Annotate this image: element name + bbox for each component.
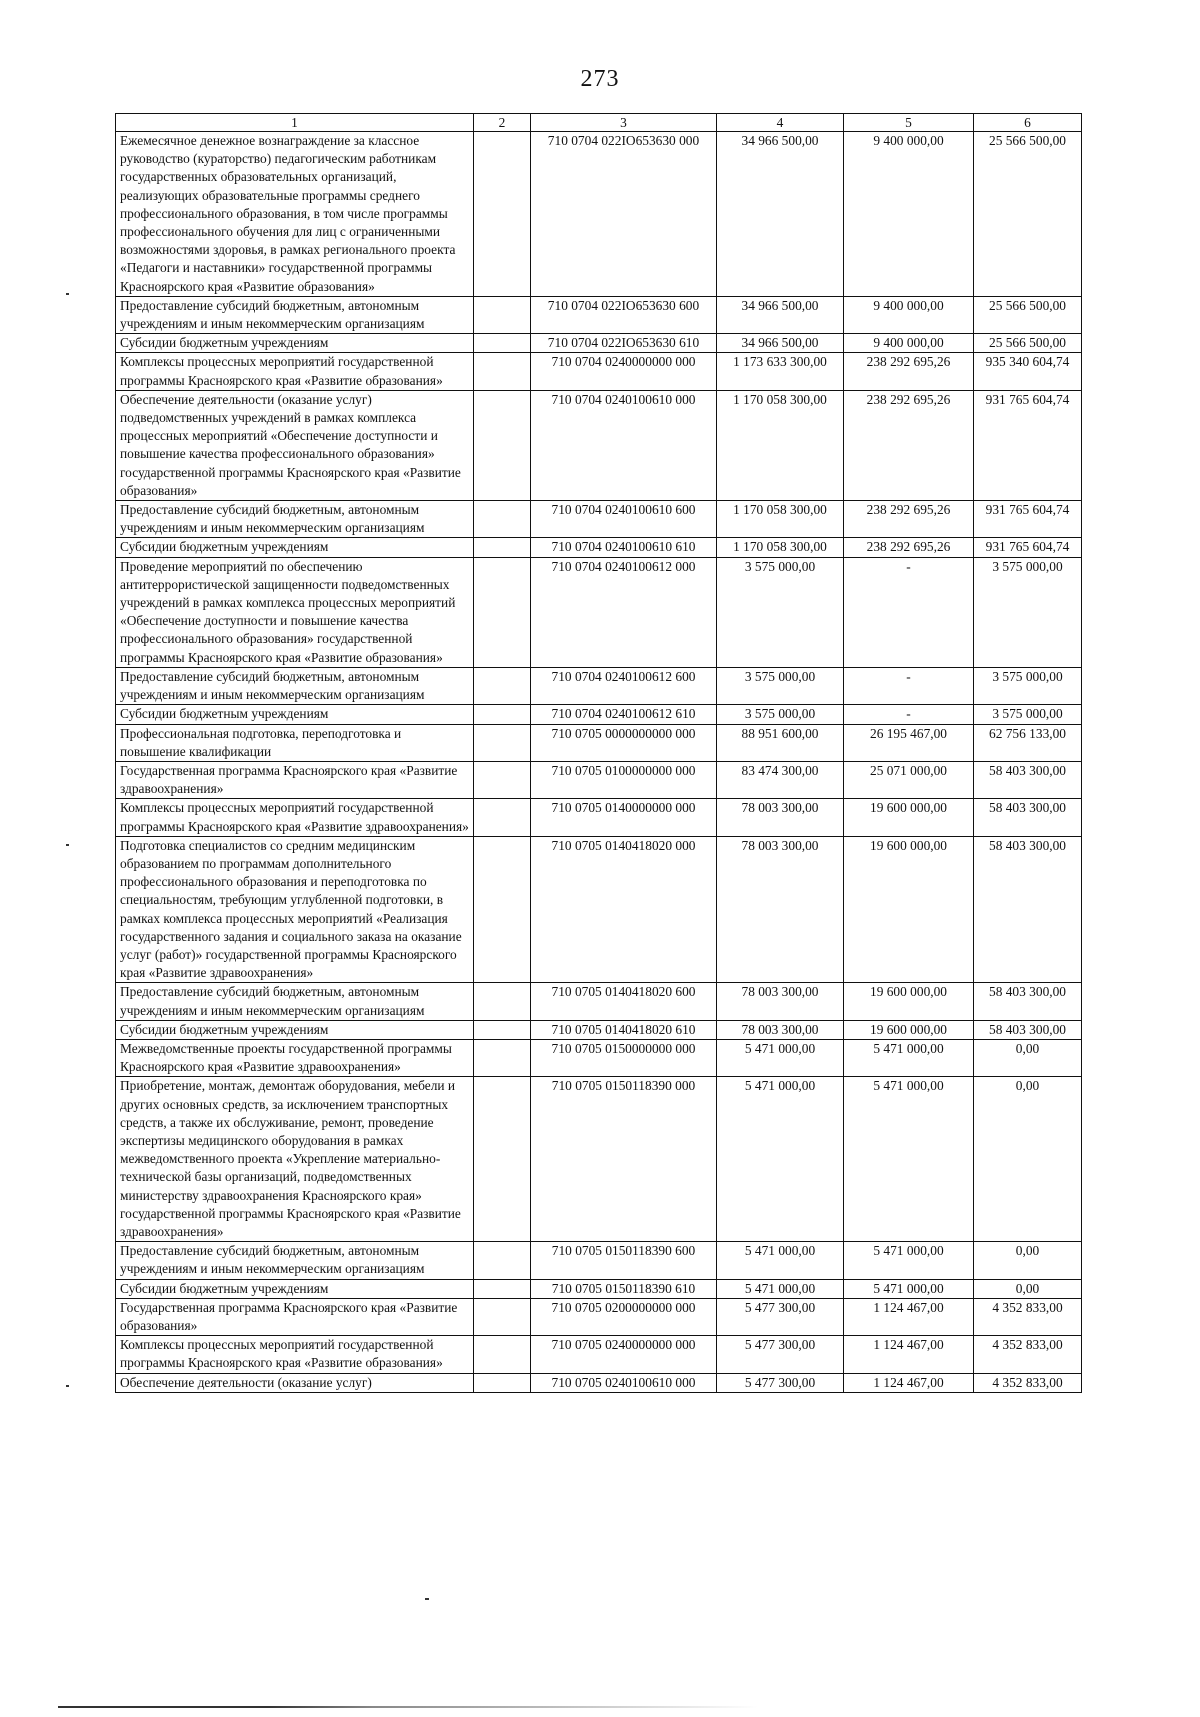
budget-table bbox=[115, 113, 1082, 1393]
table-row bbox=[116, 296, 1082, 333]
row-actual-amount: 238 292 695,26 bbox=[844, 501, 974, 538]
row-actual-amount: 5 471 000,00 bbox=[844, 1077, 974, 1242]
row-plan-amount: 5 477 300,00 bbox=[717, 1298, 844, 1335]
table-row bbox=[116, 836, 1082, 983]
row-actual-amount: 1 124 467,00 bbox=[844, 1373, 974, 1392]
row-code: 710 0705 0150118390 600 bbox=[531, 1242, 717, 1279]
row-remaining-amount: 3 575 000,00 bbox=[974, 667, 1082, 704]
row-code: 710 0704 0240100612 000 bbox=[531, 557, 717, 667]
row-remaining-amount: 58 403 300,00 bbox=[974, 836, 1082, 983]
row-name: Межведомственные проекты государственной программы Красноярского края «Развитие здравоохранения» bbox=[116, 1039, 474, 1076]
row-plan-amount: 1 170 058 300,00 bbox=[717, 501, 844, 538]
row-remaining-amount: 4 352 833,00 bbox=[974, 1336, 1082, 1373]
row-plan-amount: 34 966 500,00 bbox=[717, 132, 844, 297]
row-code: 710 0705 0140418020 000 bbox=[531, 836, 717, 983]
row-plan-amount: 34 966 500,00 bbox=[717, 334, 844, 353]
row-col2 bbox=[474, 1020, 531, 1039]
row-plan-amount: 5 471 000,00 bbox=[717, 1279, 844, 1298]
row-name: Профессиональная подготовка, переподготовка и повышение квалификации bbox=[116, 724, 474, 761]
row-remaining-amount: 58 403 300,00 bbox=[974, 761, 1082, 798]
column-header-6: 6 bbox=[974, 114, 1082, 132]
row-remaining-amount: 62 756 133,00 bbox=[974, 724, 1082, 761]
row-actual-amount: 5 471 000,00 bbox=[844, 1242, 974, 1279]
row-actual-amount: 1 124 467,00 bbox=[844, 1336, 974, 1373]
row-name: Проведение мероприятий по обеспечению антитеррористической защищенности подведомственных учреждений в рамках комплекса процессных мероприятий «Обеспечение доступности и повышение качества профессионального образования» государственной программы Красноярского края «Развитие образования» bbox=[116, 557, 474, 667]
row-code: 710 0705 0150000000 000 bbox=[531, 1039, 717, 1076]
row-col2 bbox=[474, 983, 531, 1020]
table-row bbox=[116, 501, 1082, 538]
row-col2 bbox=[474, 799, 531, 836]
row-code: 710 0704 0240100612 610 bbox=[531, 705, 717, 724]
row-name: Государственная программа Красноярского края «Развитие здравоохранения» bbox=[116, 761, 474, 798]
row-code: 710 0705 0140418020 610 bbox=[531, 1020, 717, 1039]
margin-mark bbox=[66, 293, 69, 295]
row-code: 710 0704 0240100612 600 bbox=[531, 667, 717, 704]
row-name: Ежемесячное денежное вознаграждение за классное руководство (кураторство) педагогическим работникам государственных образовательных организаций, реализующих образовательные программы среднего профессионального образования, в том числе программы профессионального обучения для лиц с ограниченными возможностями здоровья, в рамках регионального проекта «Педагоги и наставники» государственной программы Красноярского края «Развитие образования» bbox=[116, 132, 474, 297]
page-mark bbox=[425, 1598, 429, 1600]
row-actual-amount: 238 292 695,26 bbox=[844, 353, 974, 390]
row-name: Обеспечение деятельности (оказание услуг) bbox=[116, 1373, 474, 1392]
row-col2 bbox=[474, 390, 531, 500]
row-col2 bbox=[474, 501, 531, 538]
row-col2 bbox=[474, 132, 531, 297]
row-plan-amount: 78 003 300,00 bbox=[717, 836, 844, 983]
row-col2 bbox=[474, 1039, 531, 1076]
table-row bbox=[116, 390, 1082, 500]
row-name: Комплексы процессных мероприятий государственной программы Красноярского края «Развитие образования» bbox=[116, 1336, 474, 1373]
table-row bbox=[116, 799, 1082, 836]
row-code: 710 0705 0000000000 000 bbox=[531, 724, 717, 761]
row-code: 710 0705 0150118390 000 bbox=[531, 1077, 717, 1242]
row-remaining-amount: 25 566 500,00 bbox=[974, 334, 1082, 353]
table-row bbox=[116, 1279, 1082, 1298]
row-name: Субсидии бюджетным учреждениям bbox=[116, 538, 474, 557]
row-plan-amount: 78 003 300,00 bbox=[717, 983, 844, 1020]
row-plan-amount: 34 966 500,00 bbox=[717, 296, 844, 333]
row-name: Подготовка специалистов со средним медицинским образованием по программам дополнительного профессионального образования и переподготовка по специальностям, требующим углубленной подготовки, в рамках комплекса процессных мероприятий «Реализация государственного задания и социального заказа на оказание услуг (работ)» государственной программы Красноярского края «Развитие здравоохранения» bbox=[116, 836, 474, 983]
table-row bbox=[116, 667, 1082, 704]
table-row bbox=[116, 538, 1082, 557]
column-header-1: 1 bbox=[116, 114, 474, 132]
row-code: 710 0704 0240100610 000 bbox=[531, 390, 717, 500]
row-name: Предоставление субсидий бюджетным, автономным учреждениям и иным некоммерческим организациям bbox=[116, 501, 474, 538]
header-row bbox=[116, 114, 1082, 132]
row-name: Субсидии бюджетным учреждениям bbox=[116, 1020, 474, 1039]
row-code: 710 0705 0240000000 000 bbox=[531, 1336, 717, 1373]
row-actual-amount: 5 471 000,00 bbox=[844, 1279, 974, 1298]
row-col2 bbox=[474, 667, 531, 704]
table-row bbox=[116, 1020, 1082, 1039]
row-actual-amount: 19 600 000,00 bbox=[844, 799, 974, 836]
column-header-3: 3 bbox=[531, 114, 717, 132]
row-plan-amount: 88 951 600,00 bbox=[717, 724, 844, 761]
column-header-4: 4 bbox=[717, 114, 844, 132]
row-name: Комплексы процессных мероприятий государственной программы Красноярского края «Развитие здравоохранения» bbox=[116, 799, 474, 836]
row-col2 bbox=[474, 538, 531, 557]
row-code: 710 0704 022IО653630 000 bbox=[531, 132, 717, 297]
row-remaining-amount: 931 765 604,74 bbox=[974, 538, 1082, 557]
row-remaining-amount: 3 575 000,00 bbox=[974, 557, 1082, 667]
row-code: 710 0705 0240100610 000 bbox=[531, 1373, 717, 1392]
row-code: 710 0704 0240100610 600 bbox=[531, 501, 717, 538]
row-plan-amount: 5 477 300,00 bbox=[717, 1336, 844, 1373]
row-remaining-amount: 58 403 300,00 bbox=[974, 983, 1082, 1020]
row-col2 bbox=[474, 836, 531, 983]
row-actual-amount: 9 400 000,00 bbox=[844, 296, 974, 333]
margin-mark bbox=[66, 844, 69, 846]
table-row bbox=[116, 724, 1082, 761]
row-remaining-amount: 931 765 604,74 bbox=[974, 501, 1082, 538]
row-name: Предоставление субсидий бюджетным, автономным учреждениям и иным некоммерческим организациям bbox=[116, 1242, 474, 1279]
row-remaining-amount: 0,00 bbox=[974, 1242, 1082, 1279]
row-plan-amount: 78 003 300,00 bbox=[717, 1020, 844, 1039]
row-actual-amount: 19 600 000,00 bbox=[844, 836, 974, 983]
row-name: Предоставление субсидий бюджетным, автономным учреждениям и иным некоммерческим организациям bbox=[116, 667, 474, 704]
row-plan-amount: 1 170 058 300,00 bbox=[717, 538, 844, 557]
row-col2 bbox=[474, 1336, 531, 1373]
row-plan-amount: 5 471 000,00 bbox=[717, 1077, 844, 1242]
table-row bbox=[116, 1039, 1082, 1076]
table-row bbox=[116, 557, 1082, 667]
row-remaining-amount: 935 340 604,74 bbox=[974, 353, 1082, 390]
row-actual-amount: 19 600 000,00 bbox=[844, 983, 974, 1020]
row-col2 bbox=[474, 724, 531, 761]
row-name: Субсидии бюджетным учреждениям bbox=[116, 705, 474, 724]
row-actual-amount: - bbox=[844, 557, 974, 667]
row-remaining-amount: 58 403 300,00 bbox=[974, 1020, 1082, 1039]
table-row bbox=[116, 353, 1082, 390]
row-code: 710 0705 0140418020 600 bbox=[531, 983, 717, 1020]
row-col2 bbox=[474, 557, 531, 667]
row-remaining-amount: 4 352 833,00 bbox=[974, 1298, 1082, 1335]
row-col2 bbox=[474, 296, 531, 333]
row-actual-amount: 9 400 000,00 bbox=[844, 334, 974, 353]
row-col2 bbox=[474, 1373, 531, 1392]
row-code: 710 0705 0150118390 610 bbox=[531, 1279, 717, 1298]
row-actual-amount: - bbox=[844, 705, 974, 724]
row-actual-amount: 238 292 695,26 bbox=[844, 538, 974, 557]
row-remaining-amount: 0,00 bbox=[974, 1279, 1082, 1298]
row-name: Субсидии бюджетным учреждениям bbox=[116, 334, 474, 353]
row-actual-amount: 1 124 467,00 bbox=[844, 1298, 974, 1335]
table-row bbox=[116, 761, 1082, 798]
row-remaining-amount: 58 403 300,00 bbox=[974, 799, 1082, 836]
table-body bbox=[116, 132, 1082, 1393]
row-plan-amount: 5 477 300,00 bbox=[717, 1373, 844, 1392]
row-actual-amount: 9 400 000,00 bbox=[844, 132, 974, 297]
row-code: 710 0704 0240000000 000 bbox=[531, 353, 717, 390]
row-code: 710 0704 0240100610 610 bbox=[531, 538, 717, 557]
row-col2 bbox=[474, 705, 531, 724]
row-col2 bbox=[474, 1279, 531, 1298]
page-number: 273 bbox=[580, 66, 620, 92]
row-name: Предоставление субсидий бюджетным, автономным учреждениям и иным некоммерческим организациям bbox=[116, 983, 474, 1020]
row-actual-amount: 25 071 000,00 bbox=[844, 761, 974, 798]
row-code: 710 0704 022IО653630 600 bbox=[531, 296, 717, 333]
table-row bbox=[116, 983, 1082, 1020]
margin-mark bbox=[66, 1385, 69, 1387]
row-code: 710 0705 0200000000 000 bbox=[531, 1298, 717, 1335]
table-row bbox=[116, 1242, 1082, 1279]
row-actual-amount: 5 471 000,00 bbox=[844, 1039, 974, 1076]
row-plan-amount: 3 575 000,00 bbox=[717, 705, 844, 724]
row-remaining-amount: 4 352 833,00 bbox=[974, 1373, 1082, 1392]
row-plan-amount: 1 173 633 300,00 bbox=[717, 353, 844, 390]
row-remaining-amount: 0,00 bbox=[974, 1039, 1082, 1076]
column-header-5: 5 bbox=[844, 114, 974, 132]
row-remaining-amount: 25 566 500,00 bbox=[974, 296, 1082, 333]
row-actual-amount: 238 292 695,26 bbox=[844, 390, 974, 500]
row-col2 bbox=[474, 1242, 531, 1279]
table-row bbox=[116, 705, 1082, 724]
row-plan-amount: 83 474 300,00 bbox=[717, 761, 844, 798]
table-row bbox=[116, 132, 1082, 297]
row-name: Предоставление субсидий бюджетным, автономным учреждениям и иным некоммерческим организациям bbox=[116, 296, 474, 333]
row-name: Обеспечение деятельности (оказание услуг) подведомственных учреждений в рамках комплекса процессных мероприятий «Обеспечение доступности и повышение качества профессионального образования» государственной программы Красноярского края «Развитие образования» bbox=[116, 390, 474, 500]
table-row bbox=[116, 334, 1082, 353]
row-plan-amount: 5 471 000,00 bbox=[717, 1039, 844, 1076]
row-name: Комплексы процессных мероприятий государственной программы Красноярского края «Развитие образования» bbox=[116, 353, 474, 390]
table-row bbox=[116, 1373, 1082, 1392]
row-col2 bbox=[474, 334, 531, 353]
row-col2 bbox=[474, 1077, 531, 1242]
table-row bbox=[116, 1077, 1082, 1242]
table-row bbox=[116, 1336, 1082, 1373]
row-actual-amount: 26 195 467,00 bbox=[844, 724, 974, 761]
row-plan-amount: 3 575 000,00 bbox=[717, 667, 844, 704]
row-remaining-amount: 25 566 500,00 bbox=[974, 132, 1082, 297]
row-plan-amount: 3 575 000,00 bbox=[717, 557, 844, 667]
row-col2 bbox=[474, 761, 531, 798]
row-plan-amount: 1 170 058 300,00 bbox=[717, 390, 844, 500]
row-remaining-amount: 0,00 bbox=[974, 1077, 1082, 1242]
row-col2 bbox=[474, 1298, 531, 1335]
row-plan-amount: 78 003 300,00 bbox=[717, 799, 844, 836]
row-actual-amount: 19 600 000,00 bbox=[844, 1020, 974, 1039]
row-name: Приобретение, монтаж, демонтаж оборудования, мебели и других основных средств, за исключением транспортных средств, а также их обслуживание, ремонт, проведение экспертизы медицинского оборудования в рамках межведомственного проекта «Укрепление материально-технической базы организаций, подведомственных министерству здравоохранения Красноярского края» государственной программы Красноярского края «Развитие здравоохранения» bbox=[116, 1077, 474, 1242]
row-plan-amount: 5 471 000,00 bbox=[717, 1242, 844, 1279]
footer-line bbox=[58, 1706, 758, 1708]
row-name: Субсидии бюджетным учреждениям bbox=[116, 1279, 474, 1298]
table-row bbox=[116, 1298, 1082, 1335]
row-code: 710 0705 0100000000 000 bbox=[531, 761, 717, 798]
row-remaining-amount: 931 765 604,74 bbox=[974, 390, 1082, 500]
row-code: 710 0705 0140000000 000 bbox=[531, 799, 717, 836]
row-actual-amount: - bbox=[844, 667, 974, 704]
row-col2 bbox=[474, 353, 531, 390]
row-name: Государственная программа Красноярского края «Развитие образования» bbox=[116, 1298, 474, 1335]
row-remaining-amount: 3 575 000,00 bbox=[974, 705, 1082, 724]
column-header-2: 2 bbox=[474, 114, 531, 132]
row-code: 710 0704 022IО653630 610 bbox=[531, 334, 717, 353]
